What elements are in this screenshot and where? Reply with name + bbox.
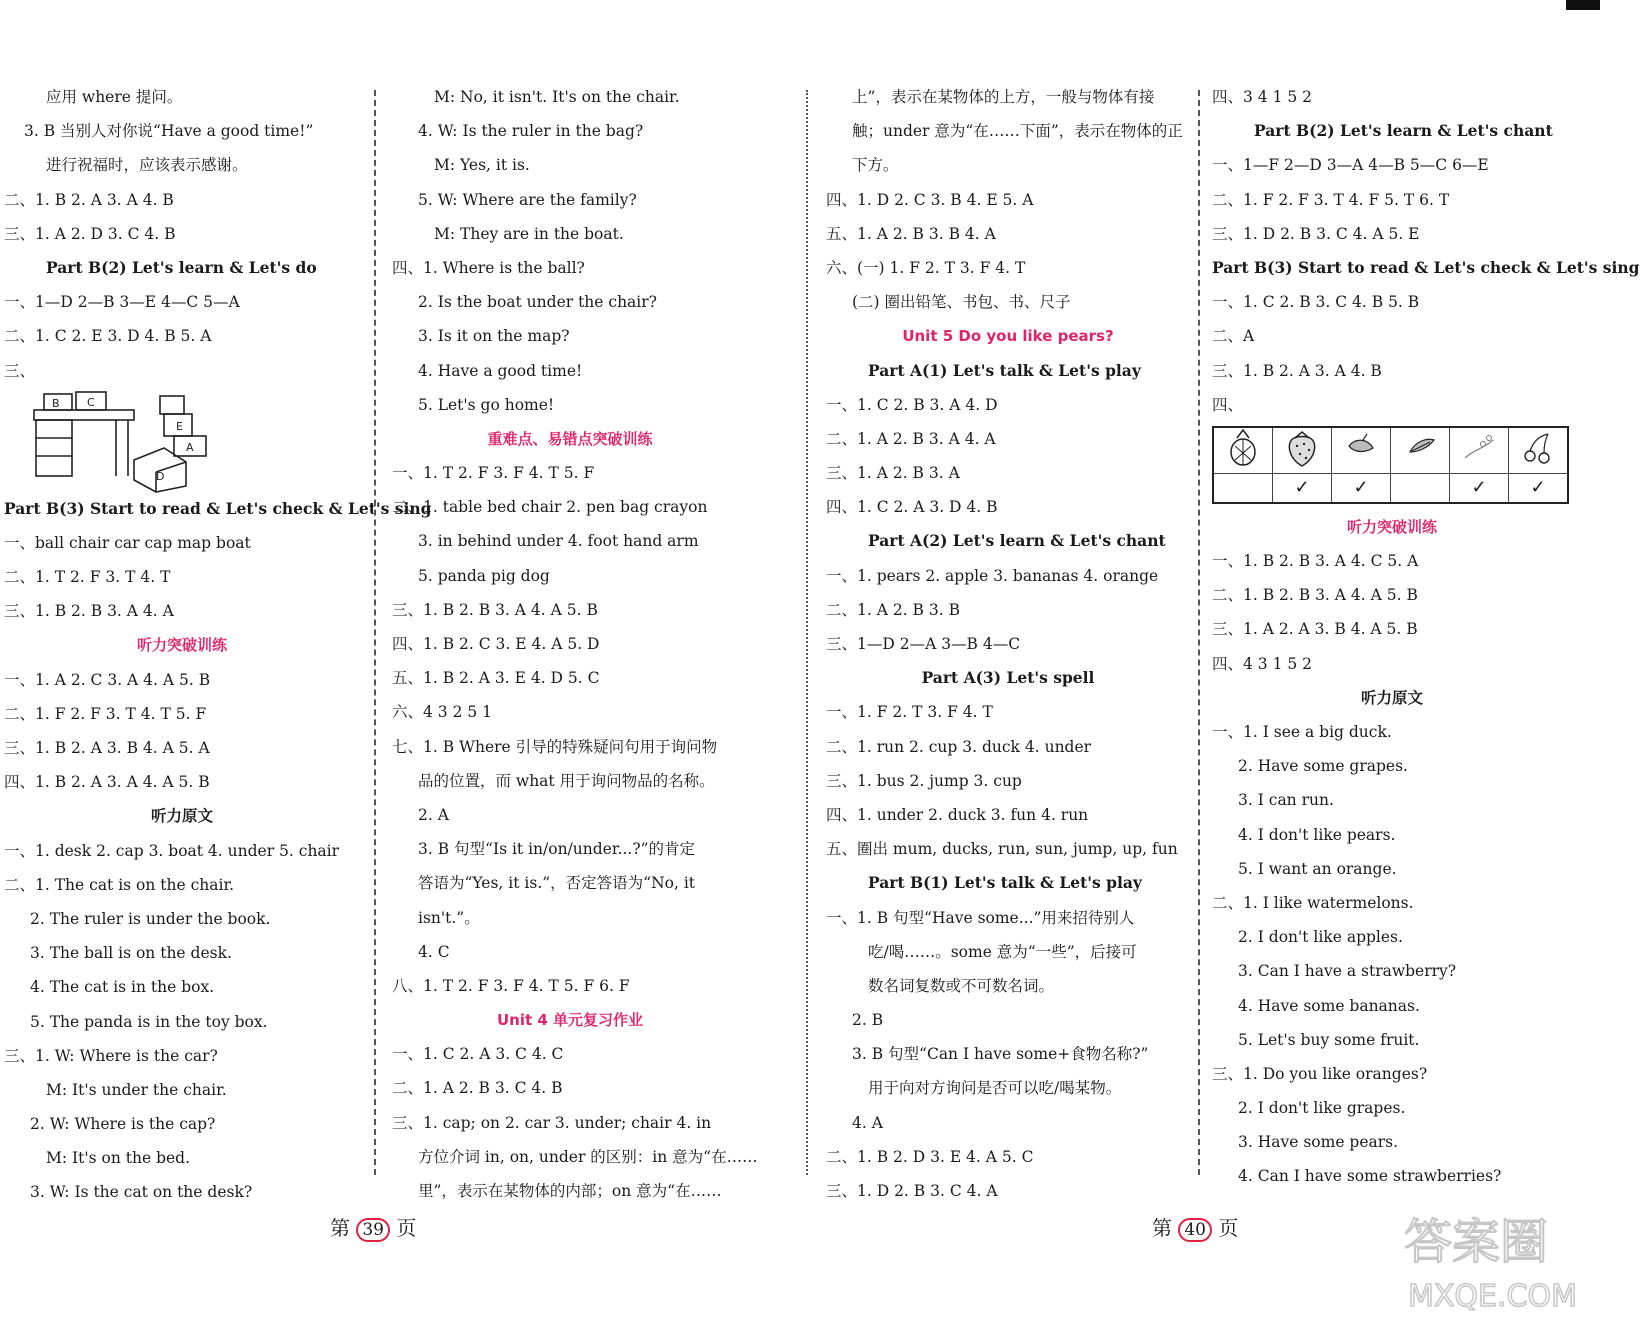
page-prefix: 第 bbox=[1152, 1216, 1172, 1240]
answer-line: 四、1. D 2. C 3. B 4. E 5. A bbox=[826, 190, 1034, 209]
top-edge-bar bbox=[1566, 0, 1600, 10]
answer-line: 3. The ball is on the desk. bbox=[30, 944, 232, 963]
part-heading: Part B(3) Start to read & Let's check & Let's sing bbox=[1212, 257, 1640, 277]
answer-line: 四、1. B 2. C 3. E 4. A 5. D bbox=[392, 635, 600, 653]
fig-label: B bbox=[52, 396, 60, 410]
page-suffix: 页 bbox=[396, 1216, 417, 1240]
pineapple-icon bbox=[1213, 427, 1273, 474]
fig-label: D bbox=[156, 469, 165, 483]
part-heading: Part B(3) Start to read & Let's check & Let's sing bbox=[4, 498, 432, 518]
answer-line: 四、1. B 2. A 3. A 4. A 5. B bbox=[4, 773, 210, 792]
part-heading: Part B(2) Let's learn & Let's chant bbox=[1254, 121, 1553, 141]
answer-line: 二、1. A 2. B 3. C 4. B bbox=[392, 1079, 563, 1098]
answer-line: 五、1. A 2. B 3. B 4. A bbox=[826, 224, 996, 243]
answer-line: 三、1. bus 2. jump 3. cup bbox=[826, 771, 1022, 790]
section-title: 重难点、易错点突破训练 bbox=[487, 429, 653, 448]
page-number: 39 bbox=[356, 1218, 390, 1242]
answer-line: M: They are in the boat. bbox=[434, 224, 624, 243]
answer-line: 一、ball chair car cap map boat bbox=[4, 533, 251, 552]
answer-line: 一、1. B 2. B 3. A 4. C 5. A bbox=[1212, 552, 1419, 571]
answer-line: 一、1. F 2. T 3. F 4. T bbox=[826, 703, 993, 722]
part-heading: Part A(1) Let's talk & Let's play bbox=[868, 360, 1141, 380]
answer-line: 5. Let's buy some fruit. bbox=[1238, 1030, 1420, 1049]
answer-line: 5. I want an orange. bbox=[1238, 859, 1397, 878]
answer-line: 二、1. A 2. B 3. A 4. A bbox=[826, 429, 996, 448]
leaf-icon bbox=[1391, 427, 1450, 474]
check-row bbox=[1213, 473, 1568, 503]
column-3 bbox=[826, 80, 1190, 1208]
cherries-icon bbox=[1509, 427, 1569, 474]
answer-line: 六、(一) 1. F 2. T 3. F 4. T bbox=[826, 258, 1026, 277]
answer-line: 2. I don't like grapes. bbox=[1238, 1099, 1406, 1118]
answer-line: 3. in behind under 4. foot hand arm bbox=[418, 532, 699, 551]
answer-line: 四、3 4 1 5 2 bbox=[1212, 88, 1313, 106]
answer-line: 二、1. B 2. B 3. A 4. A 5. B bbox=[1212, 586, 1418, 605]
answer-line: 五、圈出 mum, ducks, run, sun, jump, up, fun bbox=[826, 840, 1178, 859]
answer-line: 三、1. D 2. B 3. C 4. A bbox=[826, 1182, 998, 1200]
desk-box-illustration bbox=[4, 388, 360, 492]
answer-line: 一、1. C 2. B 3. A 4. D bbox=[826, 395, 998, 414]
check-cell: ✓ bbox=[1273, 473, 1332, 503]
answer-line: 3. Is it on the map? bbox=[418, 327, 570, 346]
grapes-icon bbox=[1450, 427, 1509, 474]
part-heading: Part A(2) Let's learn & Let's chant bbox=[868, 531, 1166, 551]
section-title: 听力突破训练 bbox=[1346, 517, 1437, 536]
answer-line: 一、1. C 2. A 3. C 4. C bbox=[392, 1045, 564, 1064]
answer-line: 4. W: Is the ruler in the bag? bbox=[418, 122, 644, 141]
answer-line: 2. W: Where is the cap? bbox=[30, 1115, 216, 1134]
column-2 bbox=[392, 80, 758, 1208]
fig-label: C bbox=[87, 395, 95, 409]
answer-line: 二、1. The cat is on the chair. bbox=[4, 875, 235, 894]
answer-line: 5. panda pig dog bbox=[418, 566, 550, 585]
fruit-check-table bbox=[1212, 426, 1569, 504]
answer-line: 一、1. pears 2. apple 3. bananas 4. orange bbox=[826, 566, 1159, 585]
answer-line: 答语为“Yes, it is.”，否定答语为“No, it bbox=[418, 874, 696, 893]
answer-line: 2. Have some grapes. bbox=[1238, 757, 1408, 776]
answer-line: 里”，表示在某物体的内部；on 意为“在…… bbox=[418, 1182, 722, 1200]
column-1 bbox=[4, 80, 432, 1210]
answer-line: M: Yes, it is. bbox=[434, 156, 530, 175]
answer-line: 二、1. F 2. F 3. T 4. T 5. F bbox=[4, 704, 207, 723]
answer-line: 5. W: Where are the family? bbox=[418, 190, 637, 209]
answer-line: 七、1. B Where 引导的特殊疑问句用于询问物 bbox=[392, 737, 718, 756]
pear-icon bbox=[1332, 427, 1391, 474]
answer-line: 二、1. table bed chair 2. pen bag crayon bbox=[392, 498, 708, 517]
strawberry-icon bbox=[1273, 427, 1332, 474]
answer-line: 一、1. A 2. C 3. A 4. A 5. B bbox=[4, 670, 211, 689]
answer-line: 一、1. B 句型“Have some...”用来招待别人 bbox=[826, 908, 1135, 927]
fig-label: E bbox=[176, 419, 183, 433]
answer-line: 一、1—D 2—B 3—E 4—C 5—A bbox=[4, 293, 240, 312]
watermark-logo bbox=[1398, 1198, 1598, 1318]
answer-line: M: It's on the bed. bbox=[46, 1149, 191, 1168]
fig-label: A bbox=[186, 440, 194, 454]
answer-line: 3. B 当别人对你说“Have a good time!” bbox=[24, 122, 314, 141]
answer-line: 3. Have some pears. bbox=[1238, 1133, 1399, 1152]
answer-line: 2. I don't like apples. bbox=[1238, 928, 1403, 947]
answer-line: M: It's under the chair. bbox=[46, 1080, 227, 1099]
part-heading: Part A(3) Let's spell bbox=[921, 668, 1095, 688]
answer-line: 4. Have some bananas. bbox=[1238, 996, 1420, 1015]
answer-line: 二、1. B 2. A 3. A 4. B bbox=[4, 190, 174, 209]
answer-line: 2. The ruler is under the book. bbox=[30, 909, 271, 928]
answer-line: 4. C bbox=[418, 942, 450, 961]
answer-line: 三、1. B 2. B 3. A 4. A 5. B bbox=[392, 600, 598, 619]
answer-line: 二、1. run 2. cup 3. duck 4. under bbox=[826, 737, 1092, 756]
answer-line: 四、1. Where is the ball? bbox=[392, 258, 585, 277]
answer-line: 一、1—F 2—D 3—A 4—B 5—C 6—E bbox=[1212, 156, 1489, 175]
answer-line: 二、1. C 2. E 3. D 4. B 5. A bbox=[4, 327, 212, 346]
answer-line: 一、1. T 2. F 3. F 4. T 5. F bbox=[392, 464, 595, 483]
answer-line: 3. Can I have a strawberry? bbox=[1238, 962, 1457, 981]
answer-line: 用于向对方询问是否可以吃/喝某物。 bbox=[868, 1079, 1122, 1098]
section-title: 听力突破训练 bbox=[136, 636, 227, 655]
answer-line: 四、1. under 2. duck 3. fun 4. run bbox=[826, 805, 1089, 824]
answer-line: 三、1. D 2. B 3. C 4. A 5. E bbox=[1212, 224, 1420, 243]
answer-line: 三、1—D 2—A 3—B 4—C bbox=[826, 635, 1021, 653]
answer-line: 下方。 bbox=[852, 156, 899, 175]
page-prefix: 第 bbox=[330, 1216, 350, 1240]
part-heading: Part B(2) Let's learn & Let's do bbox=[46, 257, 317, 277]
page-number-right bbox=[1152, 1212, 1238, 1242]
answer-line: 五、1. B 2. A 3. E 4. D 5. C bbox=[392, 669, 600, 688]
section-title: 听力原文 bbox=[150, 806, 213, 826]
answer-line: 一、1. desk 2. cap 3. boat 4. under 5. chair bbox=[4, 841, 340, 860]
answer-line: 5. Let's go home! bbox=[418, 395, 555, 414]
answer-line: 二、1. I like watermelons. bbox=[1212, 893, 1414, 912]
check-cell bbox=[1391, 473, 1450, 503]
column-4 bbox=[1212, 80, 1640, 1194]
answer-line: 一、1. C 2. B 3. C 4. B 5. B bbox=[1212, 293, 1420, 312]
answer-line: 三、1. B 2. A 3. A 4. B bbox=[1212, 361, 1382, 380]
answer-line: 4. Have a good time! bbox=[418, 361, 583, 380]
page-suffix: 页 bbox=[1218, 1216, 1239, 1240]
check-cell: ✓ bbox=[1509, 473, 1569, 503]
answer-line: 四、4 3 1 5 2 bbox=[1212, 654, 1313, 673]
answer-line: 品的位置，而 what 用于询问物品的名称。 bbox=[418, 771, 715, 790]
unit-title: Unit 5 Do you like pears? bbox=[902, 327, 1114, 346]
answer-line: 三、1. cap; on 2. car 3. under; chair 4. in bbox=[392, 1113, 712, 1132]
answer-line: 四、 bbox=[1212, 395, 1244, 414]
answer-line: 二、1. B 2. D 3. E 4. A 5. C bbox=[826, 1147, 1034, 1166]
answer-line: 5. The panda is in the toy box. bbox=[30, 1012, 268, 1031]
answer-line: 二、1. A 2. B 3. B bbox=[826, 600, 960, 619]
answer-line: 数名词复数或不可数名词。 bbox=[868, 976, 1055, 995]
answer-line: 三、1. Do you like oranges? bbox=[1212, 1064, 1428, 1083]
answer-line: 八、1. T 2. F 3. F 4. T 5. F 6. F bbox=[392, 976, 630, 995]
answer-line: 二、1. F 2. F 3. T 4. F 5. T 6. T bbox=[1212, 190, 1450, 209]
answer-line: 4. A bbox=[852, 1113, 883, 1132]
answer-line: 2. A bbox=[418, 805, 449, 824]
answer-line: 六、4 3 2 5 1 bbox=[392, 703, 493, 722]
answer-line: isn't.”。 bbox=[418, 908, 480, 927]
answer-line: 4. I don't like pears. bbox=[1238, 825, 1396, 844]
page-number-left bbox=[330, 1212, 416, 1242]
answer-line: 3. B 句型“Can I have some+食物名称?” bbox=[852, 1045, 1149, 1064]
answer-line: 二、A bbox=[1212, 327, 1255, 346]
section-title: 听力原文 bbox=[1360, 687, 1423, 707]
part-heading: Part B(1) Let's talk & Let's play bbox=[868, 873, 1142, 893]
answer-line: 进行祝福时，应该表示感谢。 bbox=[46, 156, 248, 175]
answer-line: 三、1. A 2. D 3. C 4. B bbox=[4, 224, 176, 243]
answer-line: 三、1. A 2. A 3. B 4. A 5. B bbox=[1212, 620, 1418, 639]
answer-line: 4. The cat is in the box. bbox=[30, 978, 215, 997]
page-number: 40 bbox=[1178, 1218, 1212, 1242]
check-cell: ✓ bbox=[1332, 473, 1391, 503]
answer-line: 2. B bbox=[852, 1011, 884, 1030]
answer-line: 方位介词 in, on, under 的区别：in 意为“在…… bbox=[418, 1147, 758, 1166]
answer-line: 一、1. I see a big duck. bbox=[1212, 723, 1392, 741]
answer-line: 四、1. C 2. A 3. D 4. B bbox=[826, 498, 998, 517]
answer-line: 三、1. W: Where is the car? bbox=[4, 1046, 218, 1065]
fruit-icon-row bbox=[1213, 427, 1568, 474]
answer-line: 应用 where 提问。 bbox=[46, 88, 183, 106]
answer-line: 3. W: Is the cat on the desk? bbox=[30, 1183, 253, 1202]
answer-line: 二、1. T 2. F 3. T 4. T bbox=[4, 568, 171, 587]
answer-line: M: No, it isn't. It's on the chair. bbox=[434, 88, 680, 106]
answer-line: 三、1. B 2. A 3. B 4. A 5. A bbox=[4, 739, 210, 757]
answer-line: 上”，表示在某物体的上方，一般与物体有接 bbox=[852, 88, 1155, 106]
answer-line: 吃/喝……。some 意为“一些”，后接可 bbox=[868, 942, 1137, 961]
answer-line: 三、1. A 2. B 3. A bbox=[826, 464, 960, 483]
answer-line: (二) 圈出铅笔、书包、书、尺子 bbox=[852, 293, 1071, 312]
section-title: Unit 4 单元复习作业 bbox=[496, 1011, 644, 1030]
column-divider bbox=[1198, 90, 1200, 1175]
desk-drawing bbox=[4, 388, 234, 492]
answer-line: 2. Is the boat under the chair? bbox=[418, 293, 657, 312]
check-cell: ✓ bbox=[1450, 473, 1509, 503]
check-cell bbox=[1213, 473, 1273, 503]
page-gutter bbox=[806, 90, 808, 1175]
answer-line: 触；under 意为“在……下面”，表示在物体的正 bbox=[852, 122, 1183, 141]
column-divider bbox=[374, 90, 376, 1175]
answer-line: 4. Can I have some strawberries? bbox=[1238, 1167, 1502, 1186]
answer-line: 三、 bbox=[4, 361, 36, 380]
answer-line: 三、1. B 2. B 3. A 4. A bbox=[4, 602, 174, 621]
watermark-bottom: MXQE.COM bbox=[1408, 1279, 1577, 1314]
watermark-top: 答案圈 bbox=[1404, 1214, 1549, 1270]
answer-line: 3. B 句型“Is it in/on/under...?”的肯定 bbox=[418, 840, 696, 859]
answer-line: 3. I can run. bbox=[1238, 791, 1334, 810]
